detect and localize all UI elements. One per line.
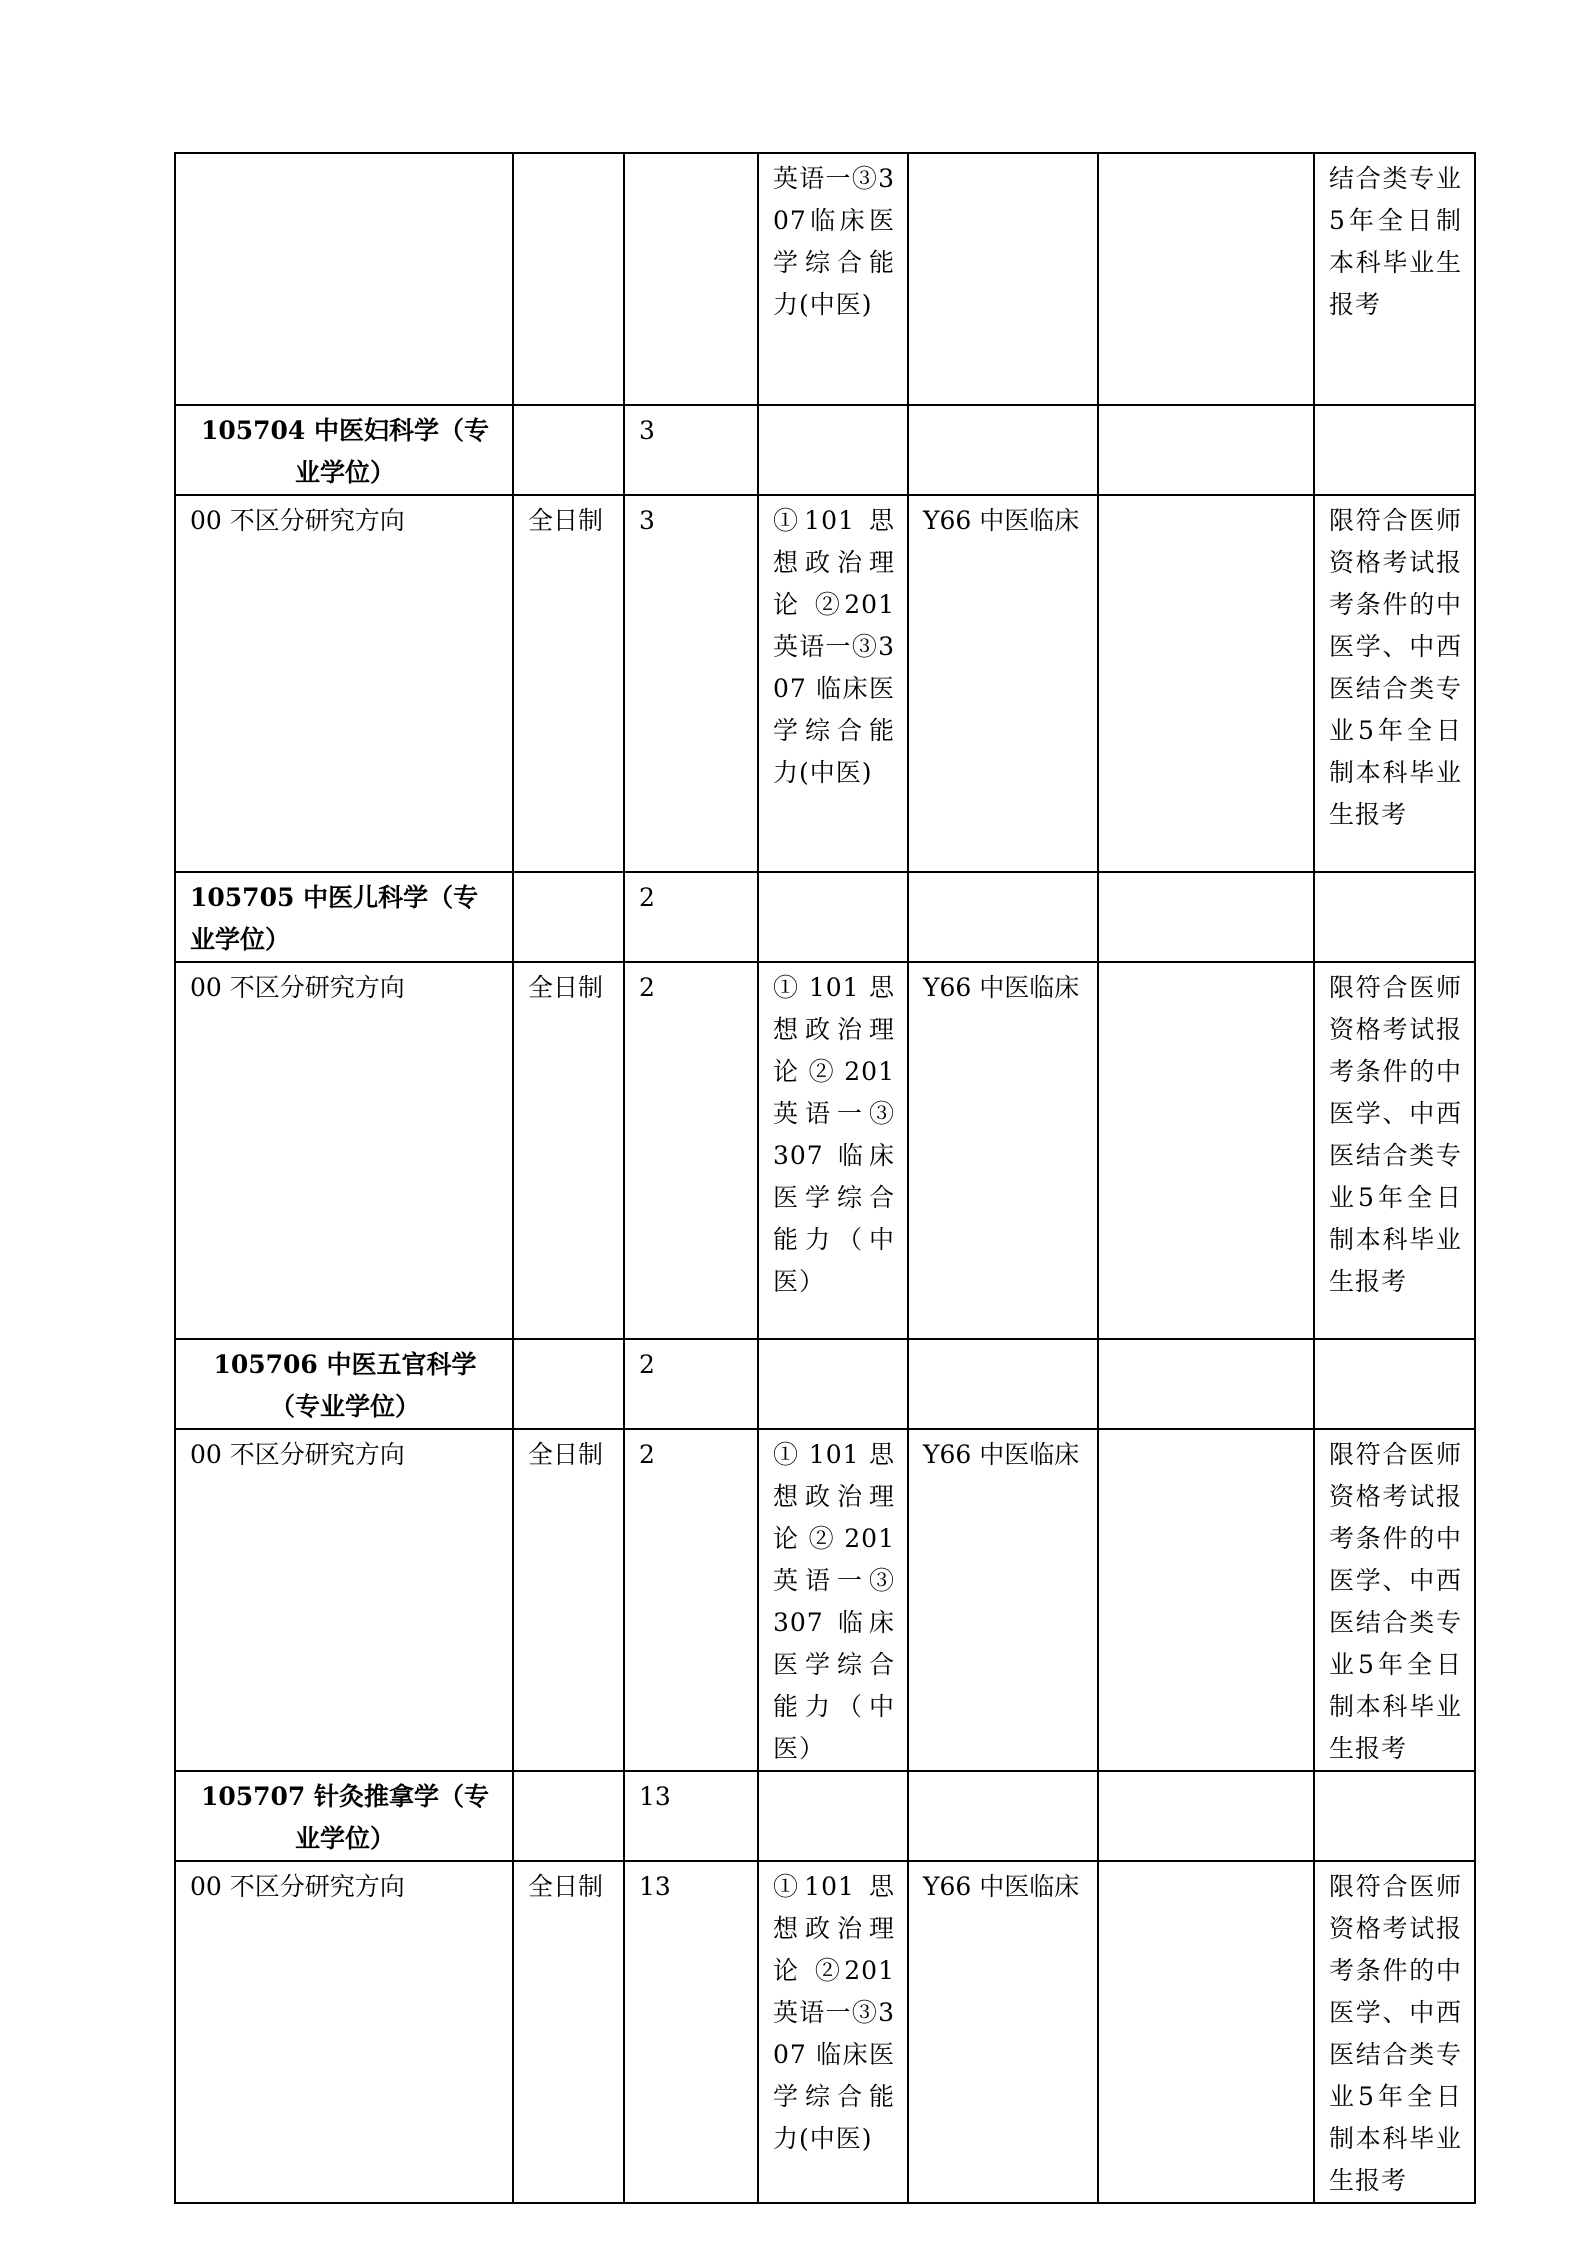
- cell-exam-subjects: ① 101 思想政治理论 ② 201 英语一③ 307 临床医学综合能力（中医）: [758, 1429, 908, 1771]
- cell-remarks: [1314, 1771, 1475, 1861]
- cell-major-name: 105704 中医妇科学（专业学位）: [175, 405, 513, 495]
- cell-major-name: 105705 中医儿科学（专业学位）: [175, 872, 513, 962]
- cell-remarks: [1314, 1339, 1475, 1429]
- cell-reexam: [908, 1339, 1098, 1429]
- cell-exam-subjects: [758, 1771, 908, 1861]
- cell-remarks: [1314, 405, 1475, 495]
- table-row-direction: [175, 1429, 1475, 1771]
- cell-exam-subjects: ①101 思想政治理论 ②201 英语一③307 临床医学综合能力(中医): [758, 1861, 908, 2203]
- table-row-direction: [175, 495, 1475, 872]
- cell-direction-count: 13: [624, 1861, 758, 2203]
- cell-direction: [175, 153, 513, 405]
- cell-reexam: [908, 1771, 1098, 1861]
- cell-study-mode: 全日制: [513, 1429, 624, 1771]
- cell-count: [624, 153, 758, 405]
- cell-reexam: Y66 中医临床: [908, 962, 1098, 1339]
- cell-major-count: 2: [624, 1339, 758, 1429]
- cell-reexam: Y66 中医临床: [908, 1861, 1098, 2203]
- cell-direction-count: 3: [624, 495, 758, 872]
- cell-study-mode: [513, 405, 624, 495]
- cell-remarks: 结合类专业5年全日制本科毕业生报考: [1314, 153, 1475, 405]
- cell-empty: [1098, 495, 1314, 872]
- cell-study-mode: [513, 153, 624, 405]
- cell-direction-count: 2: [624, 962, 758, 1339]
- cell-reexam: Y66 中医临床: [908, 495, 1098, 872]
- cell-reexam: [908, 153, 1098, 405]
- table-row-major: [175, 405, 1475, 495]
- cell-study-mode: 全日制: [513, 962, 624, 1339]
- cell-study-mode: [513, 1771, 624, 1861]
- admissions-table: [174, 152, 1476, 2204]
- cell-direction: 00 不区分研究方向: [175, 1861, 513, 2203]
- cell-empty: [1098, 1771, 1314, 1861]
- cell-major-count: 13: [624, 1771, 758, 1861]
- cell-major-name: 105707 针灸推拿学（专业学位）: [175, 1771, 513, 1861]
- cell-empty: [1098, 153, 1314, 405]
- table-row-major: [175, 1771, 1475, 1861]
- cell-remarks: 限符合医师资格考试报考条件的中医学、中西医结合类专业5年全日制本科毕业生报考: [1314, 962, 1475, 1339]
- table-row-direction: [175, 1861, 1475, 2203]
- cell-empty: [1098, 1861, 1314, 2203]
- cell-direction: 00 不区分研究方向: [175, 962, 513, 1339]
- table-row-major: [175, 1339, 1475, 1429]
- cell-major-count: 2: [624, 872, 758, 962]
- cell-study-mode: 全日制: [513, 1861, 624, 2203]
- cell-reexam: [908, 405, 1098, 495]
- cell-exam-subjects: 英语一③307临床医学综合能力(中医): [758, 153, 908, 405]
- cell-study-mode: [513, 872, 624, 962]
- cell-remarks: 限符合医师资格考试报考条件的中医学、中西医结合类专业5年全日制本科毕业生报考: [1314, 1861, 1475, 2203]
- cell-remarks: [1314, 872, 1475, 962]
- cell-remarks: 限符合医师资格考试报考条件的中医学、中西医结合类专业5年全日制本科毕业生报考: [1314, 495, 1475, 872]
- cell-major-count: 3: [624, 405, 758, 495]
- table-row-major: [175, 872, 1475, 962]
- cell-direction: 00 不区分研究方向: [175, 495, 513, 872]
- cell-reexam: [908, 872, 1098, 962]
- cell-empty: [1098, 962, 1314, 1339]
- table-row: [175, 153, 1475, 405]
- cell-empty: [1098, 1339, 1314, 1429]
- cell-direction-count: 2: [624, 1429, 758, 1771]
- cell-empty: [1098, 405, 1314, 495]
- cell-empty: [1098, 872, 1314, 962]
- cell-exam-subjects: ①101 思想政治理论 ②201 英语一③307 临床医学综合能力(中医): [758, 495, 908, 872]
- cell-exam-subjects: [758, 1339, 908, 1429]
- cell-empty: [1098, 1429, 1314, 1771]
- cell-exam-subjects: ① 101 思想政治理论 ② 201 英语一③ 307 临床医学综合能力（中医）: [758, 962, 908, 1339]
- cell-study-mode: 全日制: [513, 495, 624, 872]
- cell-study-mode: [513, 1339, 624, 1429]
- cell-remarks: 限符合医师资格考试报考条件的中医学、中西医结合类专业5年全日制本科毕业生报考: [1314, 1429, 1475, 1771]
- cell-direction: 00 不区分研究方向: [175, 1429, 513, 1771]
- cell-reexam: Y66 中医临床: [908, 1429, 1098, 1771]
- cell-exam-subjects: [758, 872, 908, 962]
- cell-major-name: 105706 中医五官科学（专业学位）: [175, 1339, 513, 1429]
- cell-exam-subjects: [758, 405, 908, 495]
- table-row-direction: [175, 962, 1475, 1339]
